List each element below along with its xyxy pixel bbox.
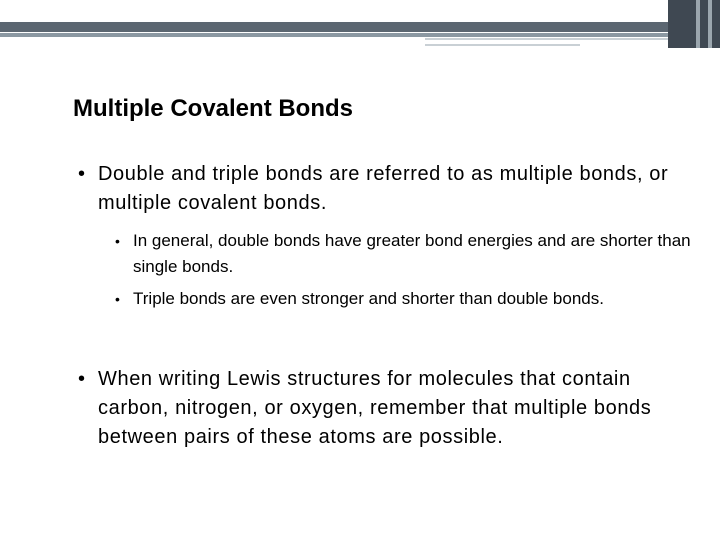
header-band-dark [0, 22, 720, 32]
slide-title: Multiple Covalent Bonds [73, 95, 354, 122]
sub-bullet-triple-bonds: • Triple bonds are even stronger and shorter than double bonds. [115, 286, 693, 312]
bullet-multiple-bonds: • Double and triple bonds are referred to as multiple bonds, or multiple covalent bonds. [78, 160, 678, 218]
header-band-light [0, 33, 720, 37]
bullet-lewis-structures: • When writing Lewis structures for molecules that contain carbon, nitrogen, or oxygen, remember that multiple bonds between pairs of these atoms are possible. [78, 365, 658, 452]
emphasized-term: multiple bonds, [499, 163, 644, 185]
sub-bullet-bond-energies: • In general, double bonds have greater bond energies and are shorter than single bonds. [115, 228, 693, 280]
header-accent-line-short [425, 44, 580, 46]
header-accent-line [425, 38, 668, 40]
header-corner-block [668, 0, 720, 48]
